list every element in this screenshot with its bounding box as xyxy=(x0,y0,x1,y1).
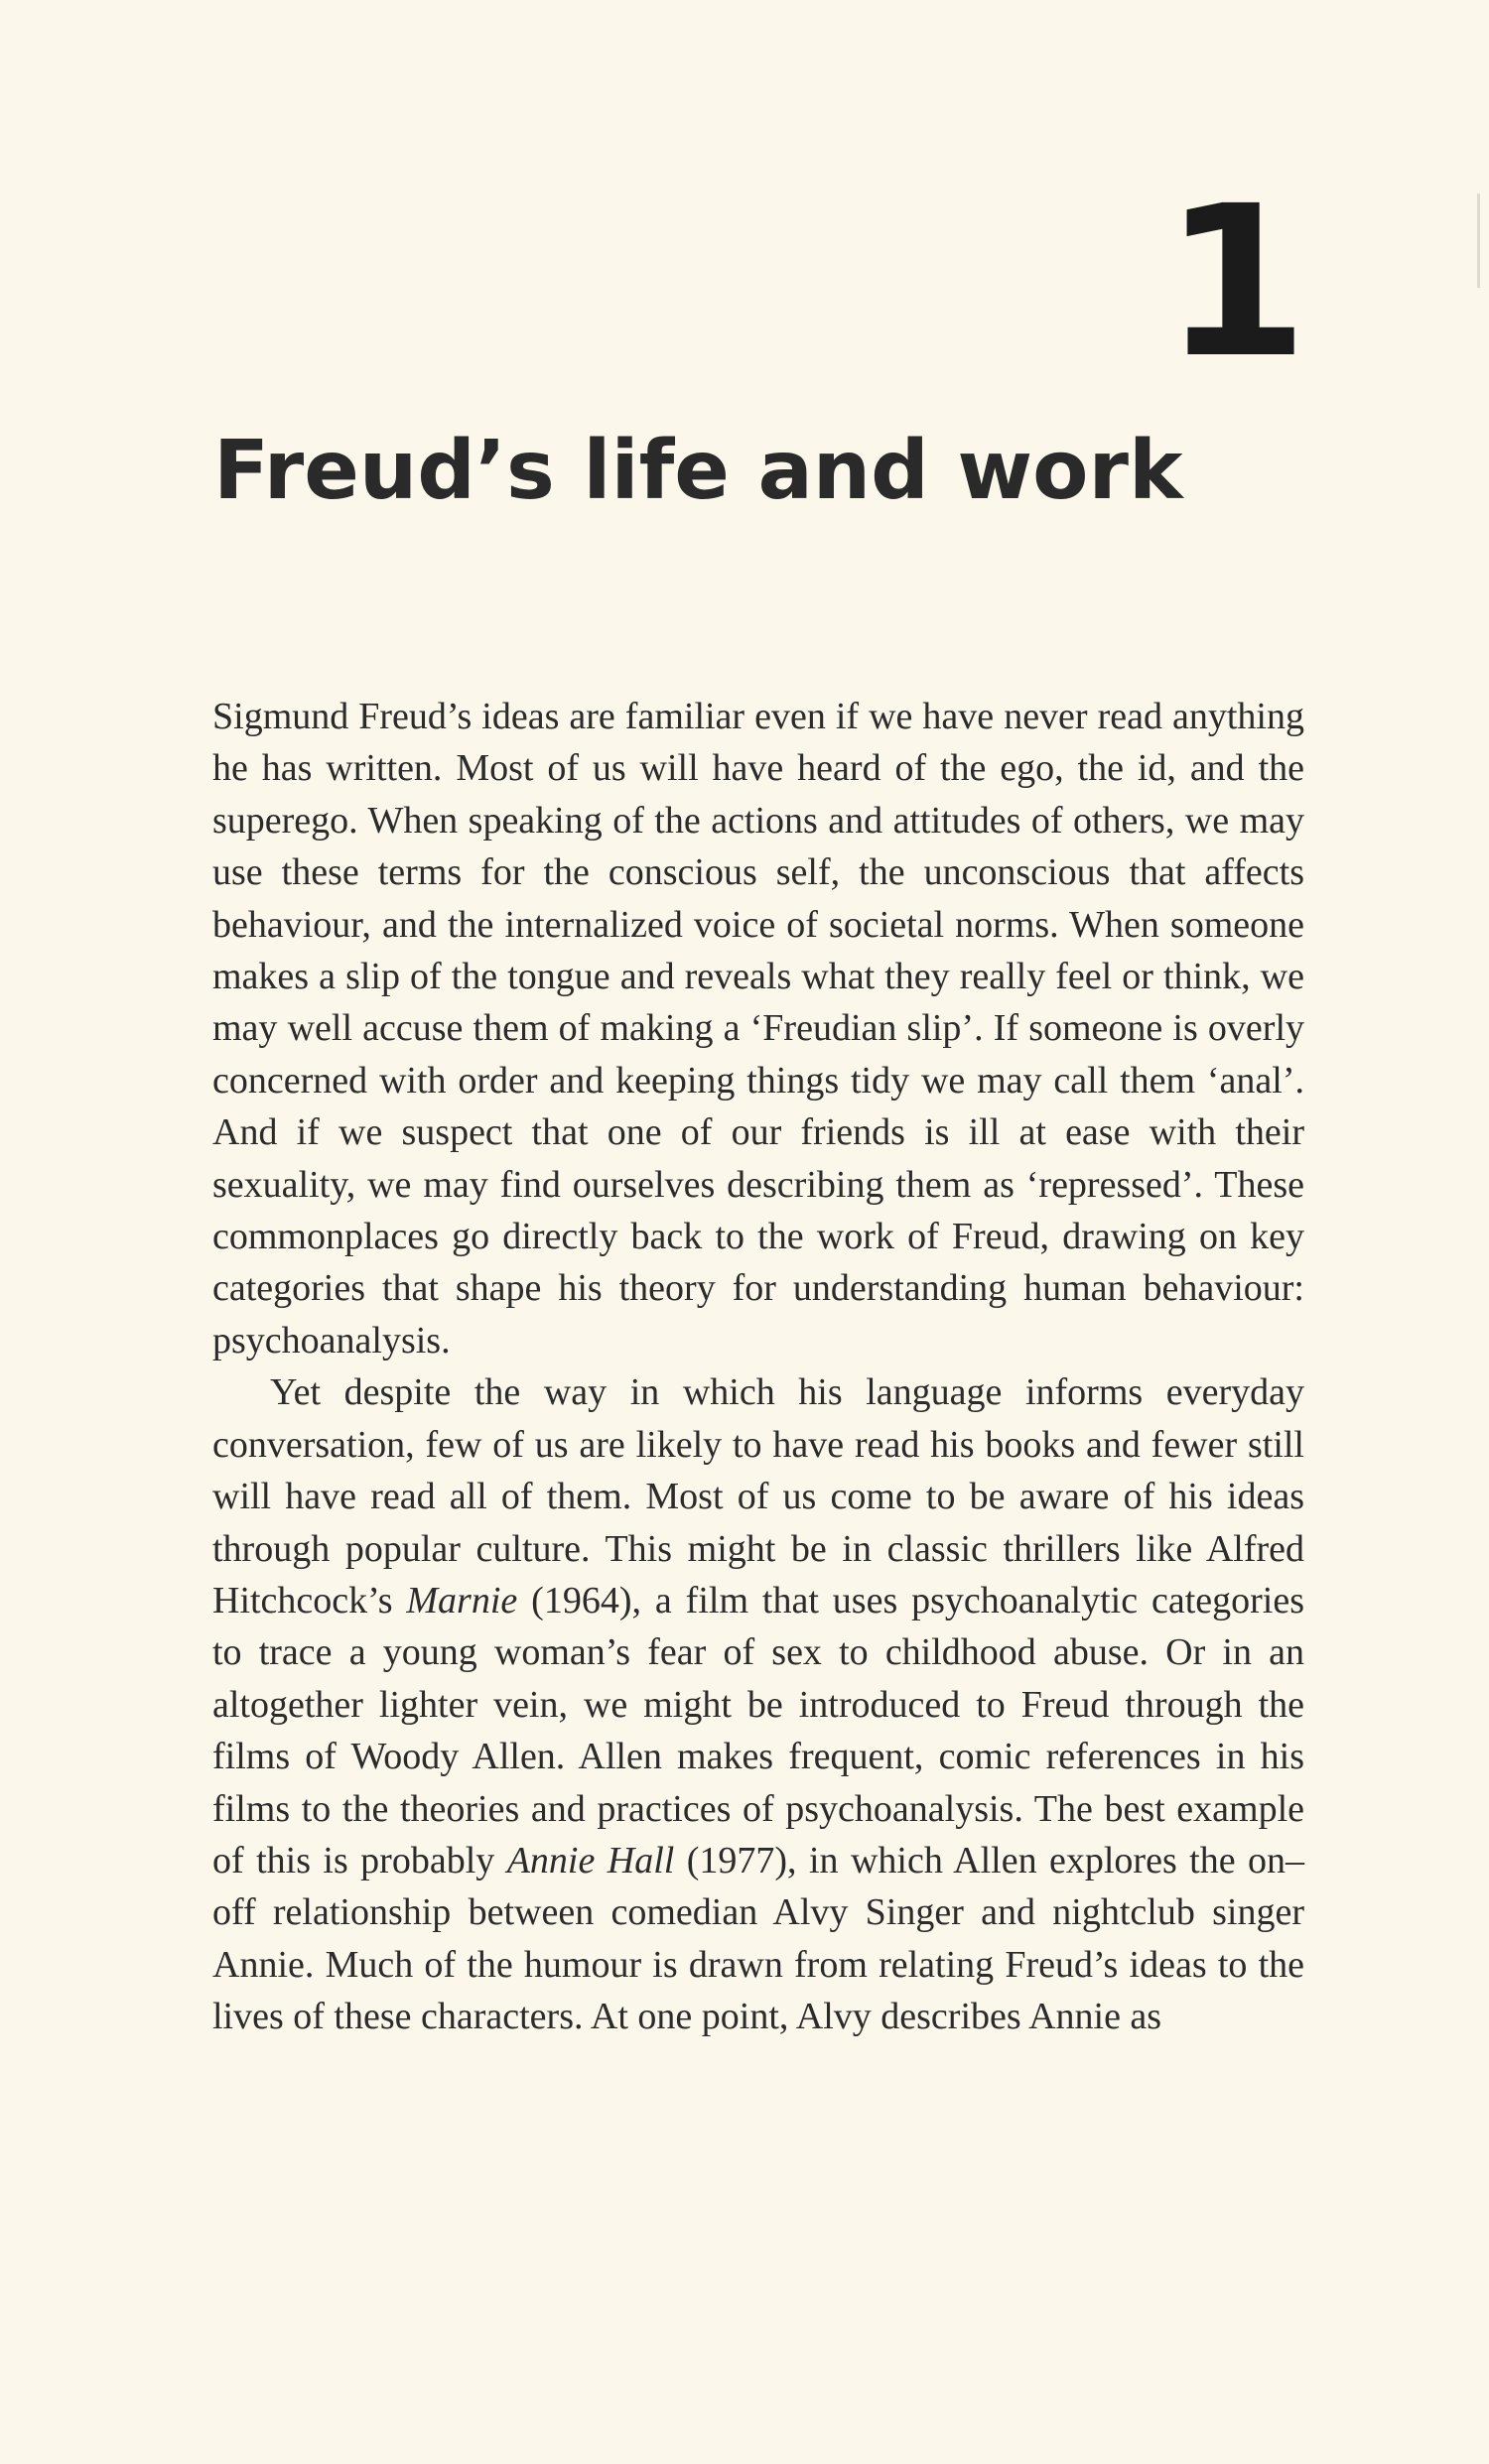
chapter-body xyxy=(212,691,1304,2043)
paragraph-1 xyxy=(212,691,1304,1366)
page-edge-mark xyxy=(1477,194,1480,288)
film-title-marnie: Marnie xyxy=(406,1579,518,1621)
chapter-title: Freud’s life and work xyxy=(213,424,1183,518)
paragraph-2-text-1: Yet despite the way in which his language informs everyday conversation, few of us are likely to have read his books and fewer still will have read all of them. Most of us come to be aware of his ideas through popular culture. This might be in classic thrillers like Alfred Hitchcock’s xyxy=(212,1371,1304,1621)
paragraph-2-text-2: (1964), a film that uses psychoanalytic categories to trace a young woman’s fear of sex to childhood abuse. Or in an altogether lighter vein, we might be introduced to Freud through the films of Woody Allen. Allen makes frequent, comic references in his films to the theories and practices of psychoanalysis. The best example of this is probably xyxy=(212,1579,1304,1881)
film-title-annie-hall: Annie Hall xyxy=(506,1839,675,1881)
paragraph-2-text-3: (1977), in which Allen explores the on–off relationship between comedian Alvy Singer and nightclub singer Annie. Much of the humour is drawn from relating Freud’s ideas to the lives of these characters. At one point, Alvy describes Annie as xyxy=(212,1839,1304,2038)
chapter-number: 1 xyxy=(1162,161,1304,404)
paragraph-2 xyxy=(212,1366,1304,2042)
paragraph-1-text: Sigmund Freud’s ideas are familiar even if we have never read anything he has written. Most of us will have heard of the ego, the id, and the superego. When speaking of the actions and attitudes of others, we may use these terms for the conscious self, the unconscious that affects behaviour, and the internalized voice of societal norms. When someone makes a slip of the tongue and reveals what they really feel or think, we may well accuse them of making a ‘Freudian slip’. If someone is overly concerned with order and keeping things tidy we may call them ‘anal’. And if we suspect that one of our friends is ill at ease with their sexuality, we may find ourselves describing them as ‘repressed’. These commonplaces go directly back to the work of Freud, drawing on key categories that shape his theory for understanding human behaviour: psychoanalysis. xyxy=(212,696,1304,1362)
